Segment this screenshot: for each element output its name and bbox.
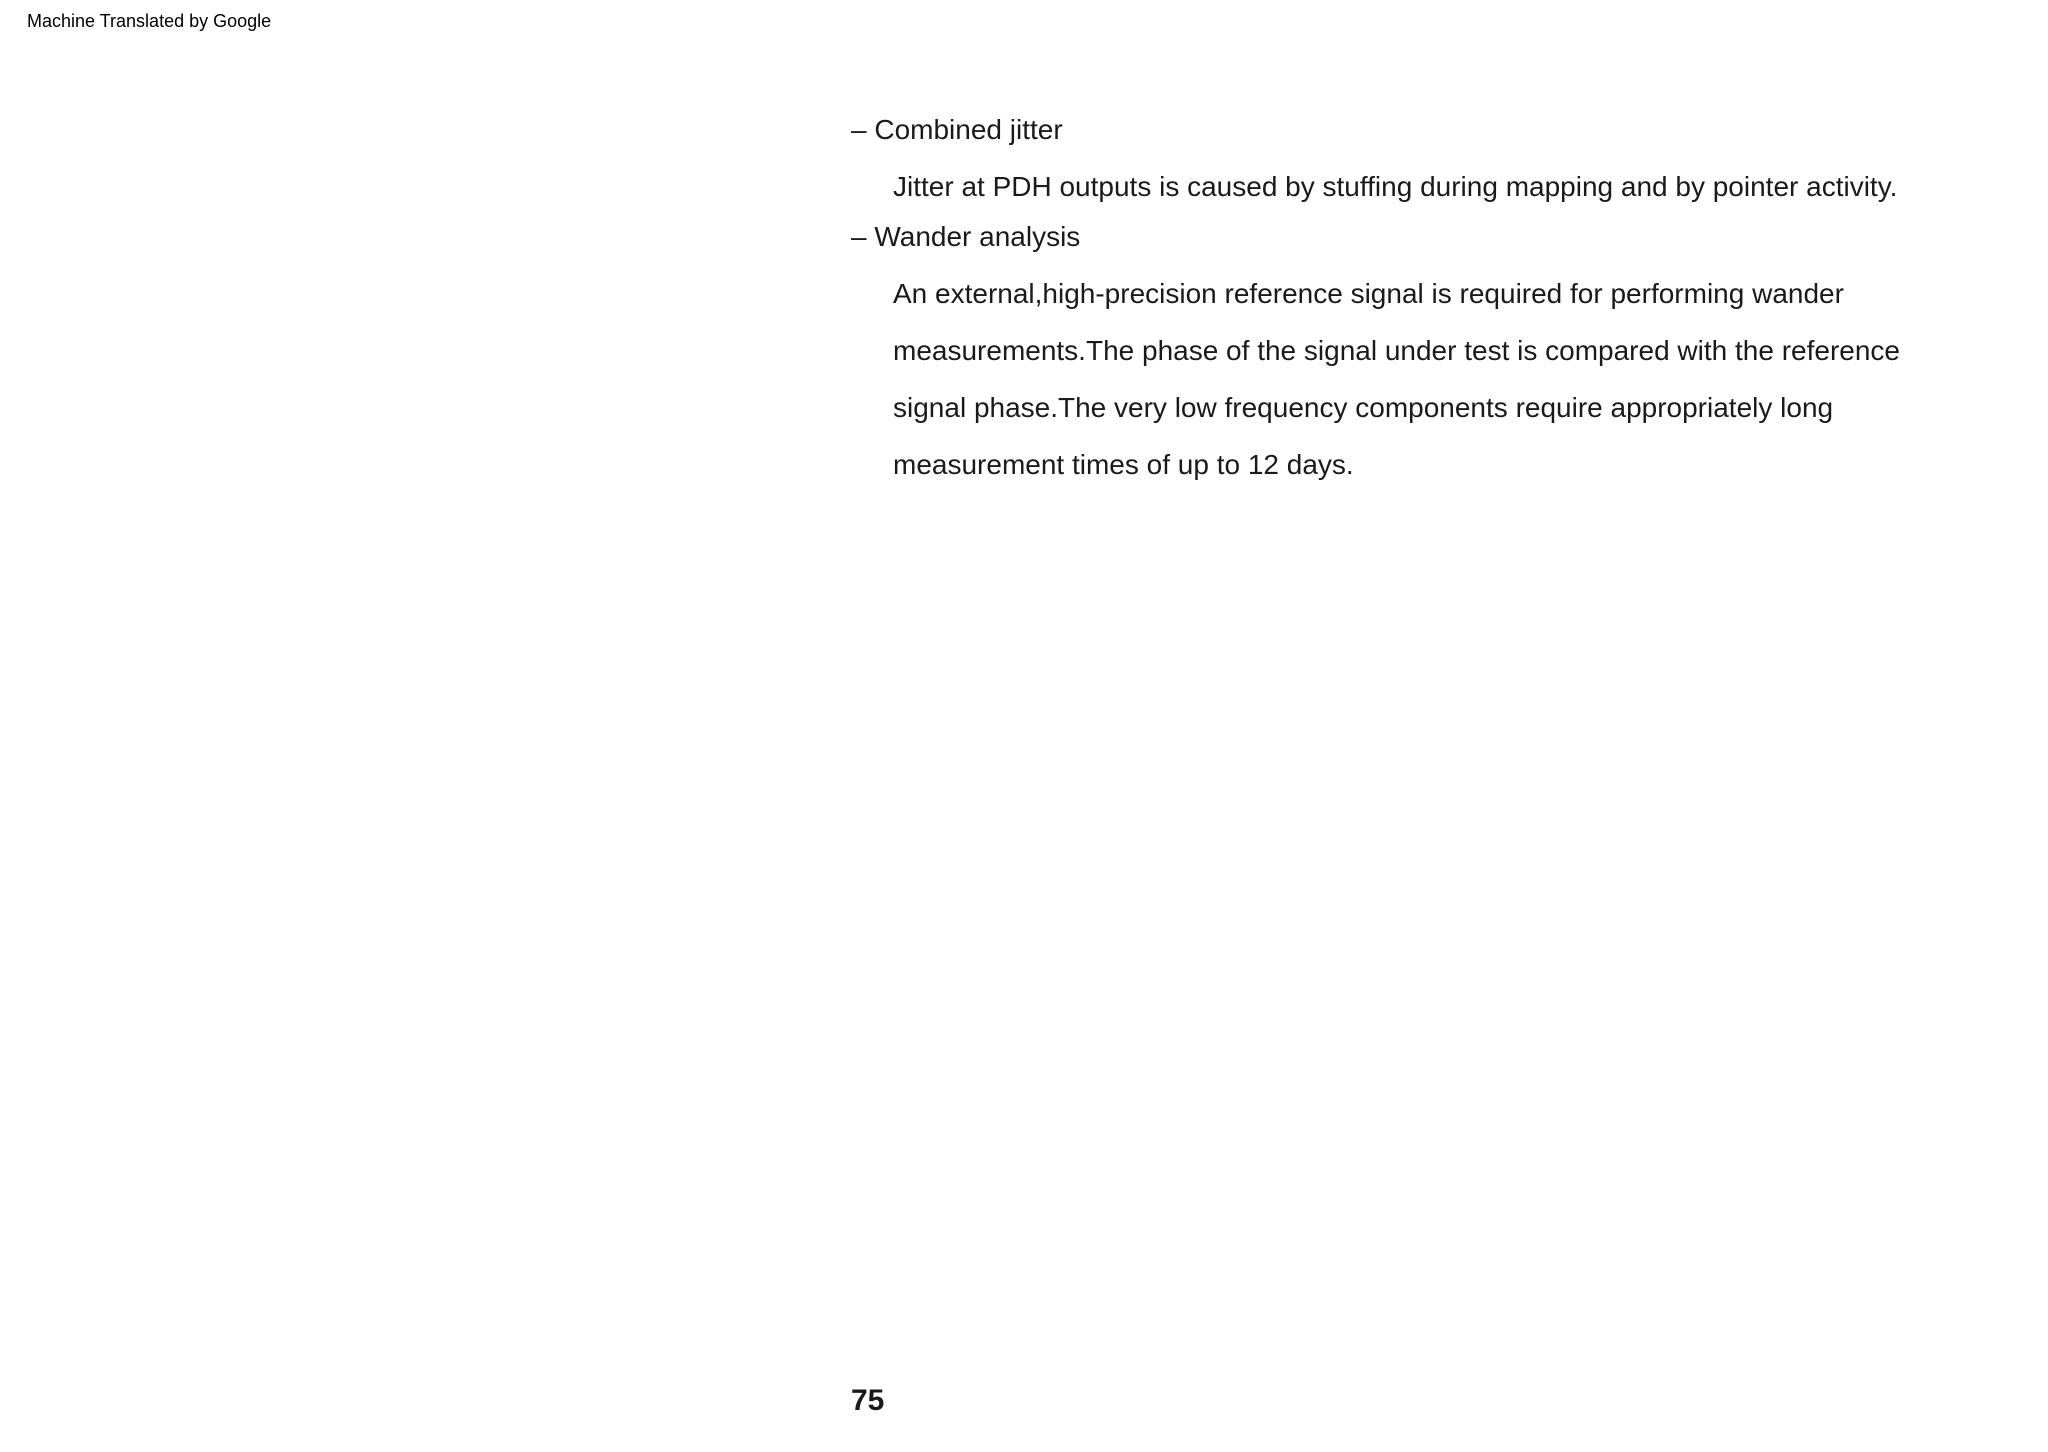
paragraph-line: Jitter at PDH outputs is caused by stuffing during mapping and by pointer activity. (893, 171, 1898, 202)
machine-translation-notice: Machine Translated by Google (27, 11, 272, 31)
page-content (851, 108, 2001, 493)
section-heading: – Combined jitter (851, 114, 1063, 145)
section-combined-jitter (851, 108, 2001, 215)
section-wander-analysis (851, 215, 2001, 493)
section-paragraph (893, 158, 2001, 215)
section-heading: – Wander analysis (851, 221, 1081, 252)
paragraph-line: measurement times of up to 12 days. (893, 449, 1354, 480)
section-paragraph (893, 265, 2001, 493)
page-number: 75 (851, 1384, 885, 1417)
paragraph-line: An external,high-precision reference signal is required for performing wander (893, 278, 1844, 309)
paragraph-line: signal phase.The very low frequency components require appropriately long (893, 392, 1834, 423)
paragraph-line: measurements.The phase of the signal under test is compared with the reference (893, 335, 1900, 366)
